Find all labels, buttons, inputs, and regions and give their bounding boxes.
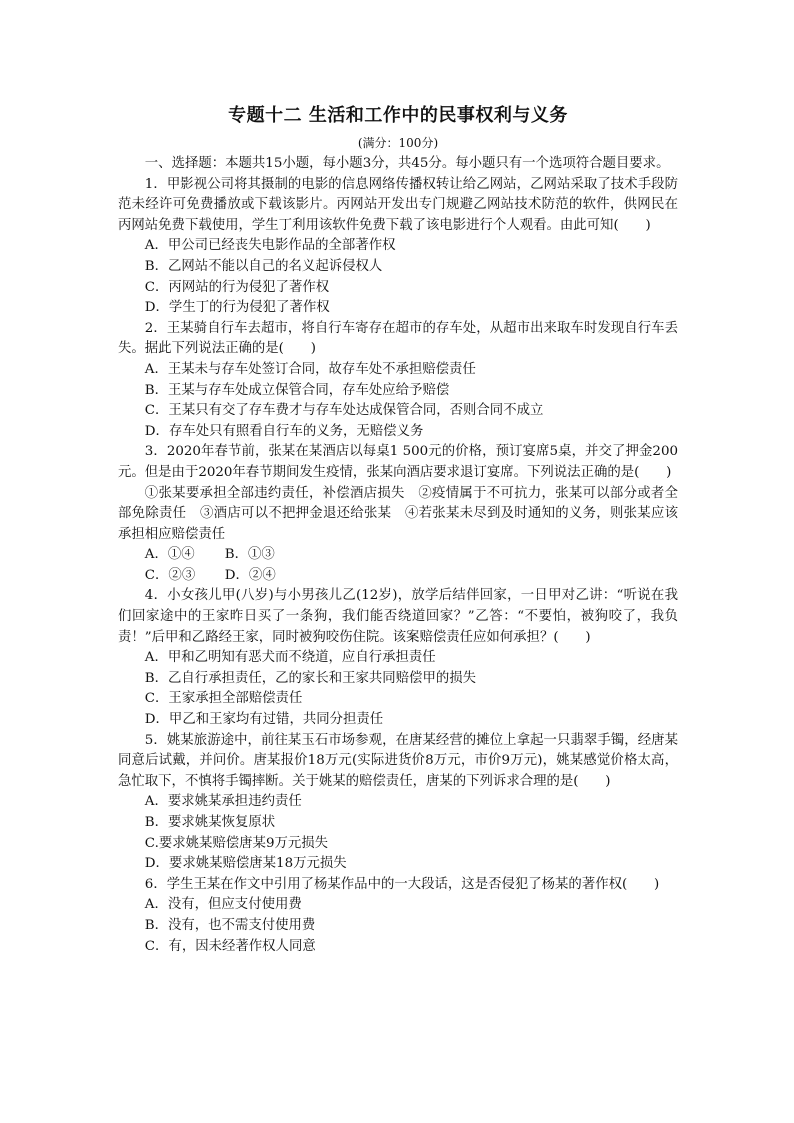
question-4 [118,586,678,730]
question-5 [118,731,678,875]
option-d: D．要求姚某赔偿唐某18万元损失 [144,856,347,872]
option-c: C．②③ [144,567,196,583]
option-b: B．要求姚某恢复原状 [144,815,276,830]
option-b: B．乙网站不能以自己的名义起诉侵权人 [144,258,383,274]
option-c: C．有，因未经著作权人同意 [144,938,316,954]
option-a: A．甲公司已经丧失电影作品的全部著作权 [144,238,396,254]
question-stem: 3．2020年春节前，张某在某酒店以每桌1 500元的价格，预订宴席5桌，并交了押金200元。但是由于2020年春节期间发生疫情，张某向酒店要求退订宴席。下列说法正确的是( ) [118,444,678,480]
question-stem: 2．王某骑自行车去超市，将自行车寄存在超市的存车处，从超市出来取车时发现自行车丢失。据此下列说法正确的是( ) [118,320,678,357]
option-a: A．要求姚某承担违约责任 [144,794,302,810]
option-d: D．学生丁的行为侵犯了著作权 [144,300,330,316]
question-stem: 6．学生王某在作文中引用了杨某作品中的一大段话，这是否侵犯了杨某的著作权( ) [144,876,660,892]
score-note: (满分：100分) [357,136,439,150]
question-1 [118,175,678,319]
option-row [118,566,678,587]
page-title: 专题十二 生活和工作中的民事权利与义务 [228,105,568,126]
option-c: C．丙网站的行为侵犯了著作权 [144,279,330,295]
section-heading: 一、选择题：本题共15小题，每小题3分，共45分。每小题只有一个选项符合题目要求。 [144,156,670,171]
option-c: C．王某只有交了存车费才与存车处达成保管合同，否则合同不成立 [144,403,544,419]
question-2 [118,319,678,443]
option-b: B．乙自行承担责任，乙的家长和王家共同赔偿甲的损失 [144,670,477,686]
option-b: B．没有，也不需支付使用费 [144,917,316,933]
option-a: A．王某未与存车处签订合同，故存车处不承担赔偿责任 [144,361,476,377]
option-a: A．甲和乙明知有恶犬而不绕道，应自行承担责任 [144,650,436,666]
option-c: C．王家承担全部赔偿责任 [144,691,303,707]
option-row [118,545,678,566]
option-d: D．②④ [224,567,276,583]
option-a: A．①④ [144,547,195,563]
option-a: A．没有，但应支付使用费 [144,897,302,913]
option-b: B．王某与存车处成立保管合同，存车处应给予赔偿 [144,382,450,398]
option-c: C.要求姚某赔偿唐某9万元损失 [144,835,329,851]
question-stem: 4．小女孩儿甲(八岁)与小男孩儿乙(12岁)，放学后结伴回家，一日甲对乙讲：“听说在我们回家途中的王家昨日买了一条狗，我们能否绕道回家？”乙答：“不要怕，被狗咬了，我负责！”后甲和乙路经王家，同时被狗咬伤住院。该案赔偿责任应如何承担？( ) [118,588,678,645]
question-stem: 1．甲影视公司将其摄制的电影的信息网络传播权转让给乙网站，乙网站采取了技术手段防范未经许可免费播放或下载该影片。丙网站开发出专门规避乙网站技术防范的软件，供网民在丙网站免费下载使用，学生丁利用该软件免费下载了该电影进行个人观看。由此可知( ) [118,176,678,233]
option-b: B．①③ [224,547,275,563]
option-d: D．甲乙和王家均有过错，共同分担责任 [144,712,384,728]
option-d: D．存车处只有照看自行车的义务，无赔偿义务 [144,423,424,439]
document-page [118,100,678,957]
question-stem: 5．姚某旅游途中，前往某玉石市场参观，在唐某经营的摊位上拿起一只翡翠手镯，经唐某同意后试戴，并问价。唐某报价18万元(实际进货价8万元，市价9万元)，姚某感觉价格太高，急忙取下，不慎将手镯摔断。关于姚某的赔偿责任，唐某的下列诉求合理的是( ) [118,732,678,789]
question-3 [118,442,678,586]
question-statements: ①张某要承担全部违约责任，补偿酒店损失 ②疫情属于不可抗力，张某可以部分或者全部免除责任 ③酒店可以不把押金退还给张某 ④若张某未尽到及时通知的义务，则张某应该承担相应赔偿责任 [118,485,678,542]
question-6 [118,875,678,957]
